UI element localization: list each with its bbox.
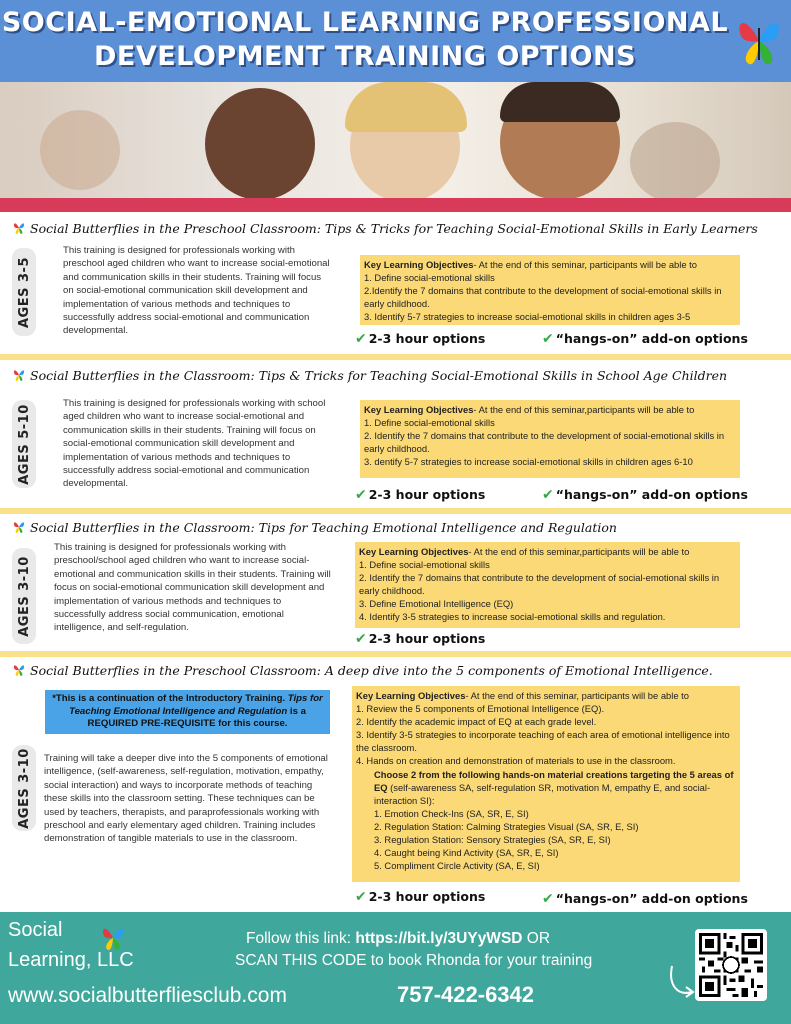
duration-option: ✔ 2-3 hour options (355, 331, 486, 347)
section-2-title: Social Butterflies in the Classroom: Tips & Tricks for Teaching Social-Emotional Skills in School Age Children (10, 367, 727, 383)
website-link[interactable]: www.socialbutterfliesclub.com (8, 984, 287, 1007)
section-2-objectives: Key Learning Objectives- At the end of this seminar,participants will be able to 1. Define social-emotional skills 2. Identify the 7 domains that contribute to the development of social-emotional skills in early childhood. 3. dentify 5-7 strategies to increase social-emotional skills in children ages 6-10 (360, 400, 740, 478)
hands-on-option: ✔ “hangs-on” add-on options (542, 891, 748, 907)
section-4-objectives: Key Learning Objectives- At the end of this seminar, participants will be able to 1. Review the 5 components of Emotional Intelligence (EQ). 2. Identify the academic impact of EQ at each grade level. 3. Identify 3-5 strategies to incorporate teaching of each area of emotional intelligence into the classroom. 4. Hands on creation and demonstration of materials to use in the classroom. Choose 2 from the following hands-on material creations targeting the 5 areas of EQ (self-awareness SA, self-regulation SR, motivation M, empathy E, and social-interaction SI): 1. Emotion Check-Ins (SA, SR, E, SI) 2. Regulation Station: Calming Strategies Visual (SA, SR, E, SI) 3. Regulation Station: Sensory Strategies (SA, SR, E, SI) 4. Caught being Kind Activity (SA, SR, E, SI) 5. Compliment Circle Activity (SA, E, SI) (352, 686, 740, 882)
section-4-title: Social Butterflies in the Preschool Classroom: A deep dive into the 5 components of Emotional Intelligence. (10, 662, 713, 678)
butterfly-icon (10, 519, 28, 535)
brand-suffix: Learning, LLC (8, 949, 134, 971)
check-circle-icon: ✔ (542, 891, 554, 907)
phone-number[interactable]: 757-422-6342 (397, 982, 535, 1007)
check-circle-icon: ✔ (355, 889, 367, 905)
section-1-description: This training is designed for professionals working with preschool aged children who want to increase social-emotional and communication skills in their students. Training will focus on social-emotional communication skill development and implementation of various methods and techniques to successfully address social-emotional and communication developmental. (63, 245, 330, 337)
section-3-description: This training is designed for professionals working with preschool/school aged children who want to increase social-emotional and communication skills in their students. Training will focus on social-emotional communication skill development and implementation of various methods and techniques to successfully address social communication, emotional intelligence, and self-regulation. (54, 542, 331, 634)
brand-name: Social (8, 919, 63, 941)
ages-badge: AGES 3-10 (12, 745, 36, 831)
section-2-description: This training is designed for professionals working with school aged children who want to increase social-emotional and communication skills in their students. Training will focus on social-emotional communication skill development and implementation of various methods and techniques to successfully address social-emotional and communication developmental. (63, 398, 326, 490)
follow-text: Follow this link: https://bit.ly/3UYyWSD OR (246, 930, 551, 947)
butterfly-icon (10, 220, 28, 236)
check-circle-icon: ✔ (542, 487, 554, 503)
section-3-objectives: Key Learning Objectives- At the end of this seminar,participants will be able to 1. Define social-emotional skills 2. Identify the 7 domains that contribute to the development of social-emotional skills in early childhood. 3. Define Emotional Intelligence (EQ) 4. Identify 3-5 strategies to increase social-emotional skills and regulation. (355, 542, 740, 628)
footer (0, 912, 791, 1024)
page-title: SOCIAL-EMOTIONAL LEARNING PROFESSIONAL DEVELOPMENT TRAINING OPTIONS (1, 7, 729, 72)
header-banner (0, 0, 791, 82)
curved-arrow-icon (668, 962, 698, 1002)
children-photo (0, 82, 791, 198)
section-divider (0, 508, 791, 514)
section-3-title: Social Butterflies in the Classroom: Tips for Teaching Emotional Intelligence and Regulation (10, 519, 617, 535)
butterfly-icon (10, 367, 28, 383)
check-circle-icon: ✔ (355, 331, 367, 347)
butterfly-icon (733, 10, 785, 72)
check-circle-icon: ✔ (542, 331, 554, 347)
booking-link[interactable]: https://bit.ly/3UYyWSD (355, 930, 523, 947)
section-1-title: Social Butterflies in the Preschool Classroom: Tips & Tricks for Teaching Social-Emotional Skills in Early Learners (10, 220, 758, 236)
accent-bar (0, 198, 791, 212)
qr-code-icon[interactable] (695, 929, 767, 1001)
duration-option: ✔ 2-3 hour options (355, 889, 486, 905)
hands-on-option: ✔ “hangs-on” add-on options (542, 331, 748, 347)
ages-badge: AGES 3-5 (12, 248, 36, 336)
hands-on-option: ✔ “hangs-on” add-on options (542, 487, 748, 503)
ages-badge: AGES 5-10 (12, 400, 36, 488)
section-4-description: Training will take a deeper dive into the 5 components of emotional intelligence, (self-awareness, self-regulation, motivation, empathy, social interaction) and ways to incorporate methods of teaching these skills into the classroom setting. These techniques can be used by teachers, therapists, and paraprofessionals working with preschool and early elementary aged children. Training includes demonstration of tangible materials to use in the classroom. (44, 753, 328, 845)
section-divider (0, 651, 791, 657)
duration-option: ✔ 2-3 hour options (355, 631, 486, 647)
section-1-objectives: Key Learning Objectives- At the end of this seminar, participants will be able to 1. Define social-emotional skills 2.Identify the 7 domains that contribute to the development of social-emotional skills in early childhood. 3. Identify 5-7 strategies to increase social-emotional skills in children ages 3-5 (360, 255, 740, 325)
check-circle-icon: ✔ (355, 487, 367, 503)
scan-text: SCAN THIS CODE to book Rhonda for your training (235, 952, 593, 969)
butterfly-icon (10, 662, 28, 678)
prerequisite-notice: *This is a continuation of the Introductory Training. Tips for Teaching Emotional Intelligence and Regulation is a REQUIRED PRE-REQUISITE for this course. (45, 690, 330, 734)
ages-badge: AGES 3-10 (12, 548, 36, 644)
section-divider (0, 354, 791, 360)
check-circle-icon: ✔ (355, 631, 367, 647)
duration-option: ✔ 2-3 hour options (355, 487, 486, 503)
